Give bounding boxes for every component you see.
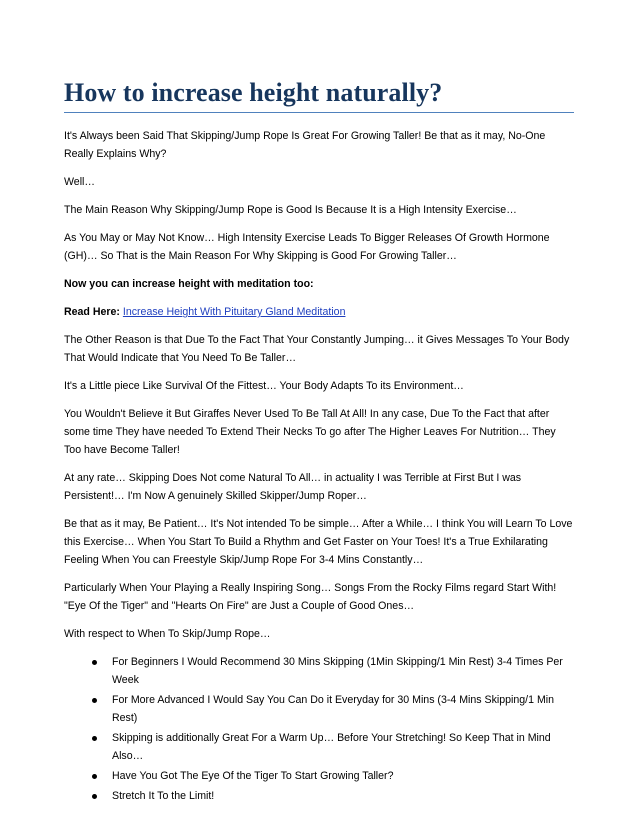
- read-here-line: [64, 303, 574, 321]
- paragraph: The Other Reason is that Due To the Fact That Your Constantly Jumping… it Gives Messages To Your Body That Would Indicate that You Need To Be Taller…: [64, 334, 570, 364]
- list-item-text: Stretch It To the Limit!: [112, 790, 215, 802]
- page-title: How to increase height naturally?: [64, 78, 574, 113]
- bold-heading-line: [64, 275, 574, 293]
- bullet-dot-icon: [92, 736, 97, 741]
- list-item-text: For Beginners I Would Recommend 30 Mins Skipping (1Min Skipping/1 Min Rest) 3-4 Times Per Week: [112, 656, 563, 686]
- list-item: [64, 691, 574, 727]
- paragraph: Be that as it may, Be Patient… It's Not intended To be simple… After a While… I think You will Learn To Love this Exercise… When You Start To Build a Rhythm and Get Faster on Your Toes! It's a True Exhilarating Feeling When You can Freestyle Skip/Jump Rope For 3-4 Mins Constantly…: [64, 518, 573, 566]
- bullet-dot-icon: [92, 698, 97, 703]
- document-page: [64, 78, 574, 807]
- paragraph: Particularly When Your Playing a Really Inspiring Song… Songs From the Rocky Films regard Start With! "Eye Of the Tiger" and "Hearts On Fire" are Just a Couple of Good Ones…: [64, 582, 557, 612]
- read-here-label: Read Here:: [64, 306, 120, 318]
- list-item: [64, 787, 574, 805]
- paragraph: Well…: [64, 176, 96, 188]
- paragraph: As You May or May Not Know… High Intensity Exercise Leads To Bigger Releases Of Growth Hormone (GH)… So That is the Main Reason For Why Skipping is Good For Growing Taller…: [64, 232, 550, 262]
- meditation-article-link[interactable]: Increase Height With Pituitary Gland Meditation: [122, 306, 346, 318]
- list-item: [64, 767, 574, 785]
- bullet-dot-icon: [92, 774, 97, 779]
- paragraph: It's a Little piece Like Survival Of the Fittest… Your Body Adapts To its Environment…: [64, 380, 464, 392]
- bullet-dot-icon: [92, 660, 97, 665]
- bullet-list: [64, 653, 574, 805]
- bold-text: Now you can increase height with meditation too:: [64, 278, 314, 290]
- bullet-dot-icon: [92, 794, 97, 799]
- paragraph: At any rate… Skipping Does Not come Natural To All… in actuality I was Terrible at First But I was Persistent!… I'm Now A genuinely Skilled Skipper/Jump Roper…: [64, 472, 522, 502]
- document-body: [64, 127, 574, 805]
- list-item: [64, 653, 574, 689]
- list-item-text: Skipping is additionally Great For a Warm Up… Before Your Stretching! So Keep That in Mind Also…: [112, 732, 551, 762]
- paragraph: The Main Reason Why Skipping/Jump Rope is Good Is Because It is a High Intensity Exercise…: [64, 204, 517, 216]
- paragraph: It's Always been Said That Skipping/Jump Rope Is Great For Growing Taller! Be that as it may, No-One Really Explains Why?: [64, 130, 546, 160]
- list-item-text: For More Advanced I Would Say You Can Do it Everyday for 30 Mins (3-4 Mins Skipping/1 Min Rest): [112, 694, 555, 724]
- paragraph: With respect to When To Skip/Jump Rope…: [64, 628, 271, 640]
- list-item: [64, 729, 574, 765]
- paragraph: You Wouldn't Believe it But Giraffes Never Used To Be Tall At All! In any case, Due To the Fact that after some time They have needed To Extend Their Necks To go after The Higher Leaves For Nutrition… They Too have Become Taller!: [64, 408, 556, 456]
- list-item-text: Have You Got The Eye Of the Tiger To Start Growing Taller?: [112, 770, 394, 782]
